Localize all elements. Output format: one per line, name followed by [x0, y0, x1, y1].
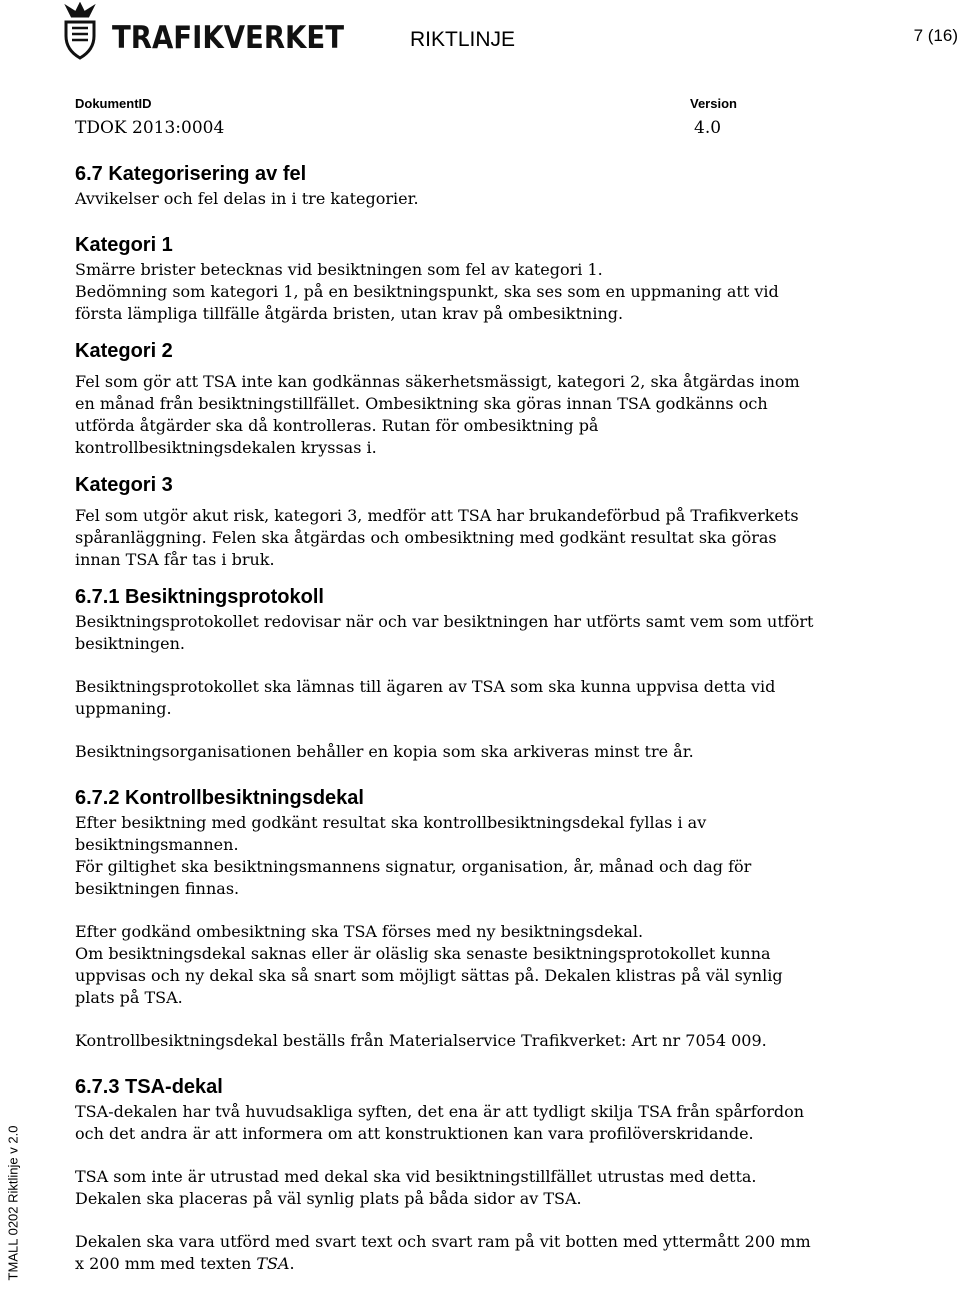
section-heading-6-7-1: 6.7.1 Besiktningsprotokoll — [75, 586, 324, 608]
paragraph-4-emphasis: TSA — [256, 1254, 290, 1273]
crown-emblem-icon — [66, 5, 94, 58]
category-1-heading: Kategori 1 — [75, 234, 173, 256]
section-6-7-3-paragraph-1: TSA-dekalen har två huvudsakliga syften, det ena är att tydligt skilja TSA från spårfordon och det andra är att informera om att konstruktionen kan vara profilöverskridande. — [75, 1102, 805, 1143]
section-6-7-2-paragraph-1: Efter besiktning med godkänt resultat ska kontrollbesiktningsdekal fyllas i av besiktningsmannen. — [75, 813, 707, 854]
section-heading-6-7-3: 6.7.3 TSA-dekal — [75, 1076, 223, 1098]
document-type: RIKTLINJE — [410, 28, 516, 51]
template-side-text: TMALL 0202 Riktlinje v 2.0 — [5, 1125, 21, 1280]
section-6-7-2-paragraph-2: För giltighet ska besiktningsmannens signatur, organisation, år, månad och dag för besiktningen finnas. — [75, 857, 752, 898]
section-6-7-2-paragraph-3: Efter godkänd ombesiktning ska TSA förses med ny besiktningsdekal. — [75, 922, 644, 941]
section-6-7-2-paragraph-4: Om besiktningsdekal saknas eller är oläslig ska senaste besiktningsprotokollet kunna uppvisas och ny dekal ska så snart som möjligt sättas på. Dekalen klistras på väl synlig plats på TSA. — [75, 944, 783, 1007]
category-2-heading: Kategori 2 — [75, 340, 173, 362]
section-6-7-3-paragraph-3: Dekalen ska placeras på väl synlig plats på båda sidor av TSA. — [75, 1189, 582, 1208]
section-6-7-1-paragraph-1: Besiktningsprotokollet redovisar när och var besiktningen har utförts samt vem som utfört besiktningen. — [75, 612, 814, 653]
paragraph-4-start: Dekalen ska vara utförd med svart text och svart ram på vit botten med yttermått 200 mm x 200 mm med texten — [75, 1232, 811, 1273]
section-heading-6-7-2: 6.7.2 Kontrollbesiktningsdekal — [75, 787, 364, 809]
section-6-7-3-paragraph-4 — [75, 1231, 815, 1275]
doc-id-label: DokumentID — [75, 96, 152, 111]
section-6-7-3-paragraph-2: TSA som inte är utrustad med dekal ska vid besiktningstillfället utrustas med detta. — [75, 1167, 757, 1186]
logo-wordmark: TRAFIKVERKET — [112, 20, 344, 56]
version-value: 4.0 — [694, 118, 722, 138]
section-6-7-1-paragraph-2: Besiktningsprotokollet ska lämnas till ägaren av TSA som ska kunna uppvisa detta vid uppmaning. — [75, 677, 776, 718]
trafikverket-logo — [58, 2, 348, 64]
category-3-heading: Kategori 3 — [75, 474, 173, 496]
document-body — [75, 160, 815, 1275]
category-1-line-1: Smärre brister betecknas vid besiktningen som fel av kategori 1. — [75, 260, 603, 279]
section-6-7-intro: Avvikelser och fel delas in i tre kategorier. — [75, 189, 419, 208]
doc-id-value: TDOK 2013:0004 — [75, 118, 225, 138]
page-number: 7 (16) — [913, 26, 958, 45]
version-label: Version — [690, 96, 737, 111]
section-6-7-1-paragraph-3: Besiktningsorganisationen behåller en kopia som ska arkiveras minst tre år. — [75, 742, 694, 761]
category-2-text: Fel som gör att TSA inte kan godkännas säkerhetsmässigt, kategori 2, ska åtgärdas inom en månad från besiktningstillfället. Ombesiktning ska göras innan TSA godkänns och utförda åtgärder ska då kontrolleras. Rutan för ombesiktning på kontrollbesiktningsdekalen kryssas i. — [75, 372, 800, 457]
template-side-label — [0, 1095, 26, 1310]
section-heading-6-7: 6.7 Kategorisering av fel — [75, 163, 307, 185]
category-3-text: Fel som utgör akut risk, kategori 3, medför att TSA har brukandeförbud på Trafikverkets spåranläggning. Felen ska åtgärdas och ombesiktning med godkänt resultat ska göras innan TSA får tas i bruk. — [75, 506, 799, 569]
category-1-line-2: Bedömning som kategori 1, på en besiktningspunkt, ska ses som en uppmaning att vid första lämpliga tillfälle åtgärda bristen, utan krav på ombesiktning. — [75, 282, 779, 323]
paragraph-4-end: . — [289, 1254, 295, 1273]
section-6-7-2-paragraph-5: Kontrollbesiktningsdekal beställs från Materialservice Trafikverket: Art nr 7054 009. — [75, 1031, 767, 1050]
